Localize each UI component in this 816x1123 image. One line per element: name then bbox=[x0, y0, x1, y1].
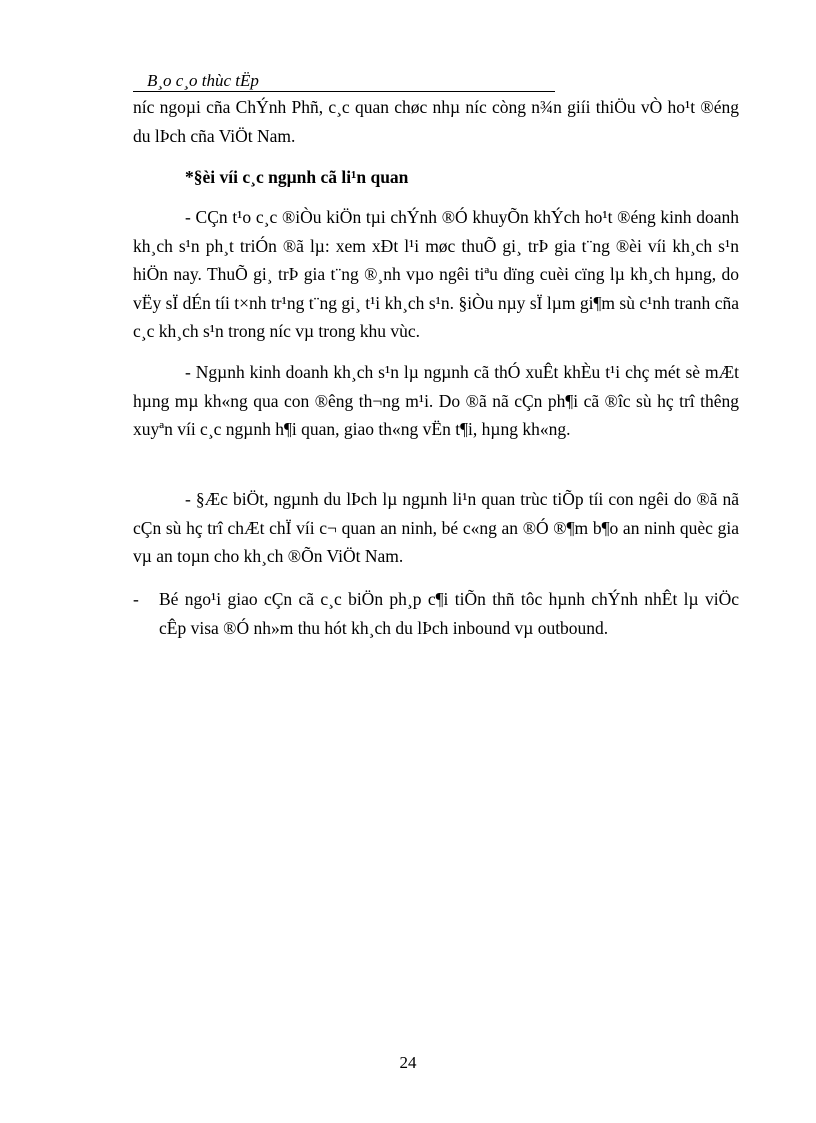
paragraph-text: - Ngµnh kinh doanh kh¸ch s¹n lµ ngµnh cã thÓ xuÊt khÈu t¹i chç mét sè mÆt hµng mµ kh«ng qua con ®êng th¬ng m¹i. Do ®ã nã cÇn ph¶i cã ®îc sù hç trî thêng xuyªn víi c¸c ngµnh h¶i quan, giao th«ng vËn t¶i, hµng kh«ng. bbox=[133, 362, 739, 439]
paragraph-text: níc ngoµi cña ChÝnh Phñ, c¸c quan chøc nhµ níc còng n¾n giíi thiÖu vÒ ho¹t ®éng du lÞch cña ViÖt Nam. bbox=[133, 97, 739, 146]
paragraph-text: - CÇn t¹o c¸c ®iÒu kiÖn tµi chÝnh ®Ó khuyÕn khÝch ho¹t ®éng kinh doanh kh¸ch s¹n ph¸t triÓn ®ã lµ: xem xÐt l¹i møc thuÕ gi¸ trÞ gia t¨ng ®èi víi kh¸ch s¹n hiÖn nay. ThuÕ gi¸ trÞ gia t¨ng ®¸nh vµo ngêi tiªu dïng cuèi cïng lµ kh¸ch hµng, do vËy sÏ dÉn tíi t×nh tr¹ng t¨ng gi¸ t¹i kh¸ch s¹n. §iÒu nµy sÏ lµm gi¶m sù c¹nh tranh cña c¸c kh¸ch s¹n trong níc vµ trong khu vùc. bbox=[133, 207, 739, 341]
paragraph-text: - §Æc biÖt, ngµnh du lÞch lµ ngµnh li¹n quan trùc tiÕp tíi con ngêi do ®ã nã cÇn sù hç trî chÆt chÏ víi c¬ quan an ninh, bé c«ng an ®Ó ®¶m b¶o an ninh quèc gia vµ an toµn cho kh¸ch ®Õn ViÖt Nam. bbox=[133, 489, 739, 566]
body-paragraph-security bbox=[133, 485, 739, 571]
bullet-dash: - bbox=[133, 589, 139, 609]
section-heading bbox=[133, 163, 739, 192]
body-paragraph-tax bbox=[133, 203, 739, 346]
running-header: B¸o c¸o thùc tËp bbox=[133, 70, 555, 92]
body-paragraph-hotel-industry bbox=[133, 358, 739, 444]
section-heading-text: *§èi víi c¸c ngµnh cã li¹n quan bbox=[185, 167, 409, 187]
page-number: 24 bbox=[399, 1053, 417, 1072]
body-paragraph-continuation bbox=[133, 93, 739, 150]
bullet-text: Bé ngo¹i giao cÇn cã c¸c biÖn ph¸p c¶i tiÕn thñ tôc hµnh chÝnh nhÊt lµ viÖc cÊp visa ®Ó nh»m thu hót kh¸ch du lÞch inbound vµ outbound. bbox=[159, 589, 739, 638]
bullet-item bbox=[133, 585, 739, 642]
